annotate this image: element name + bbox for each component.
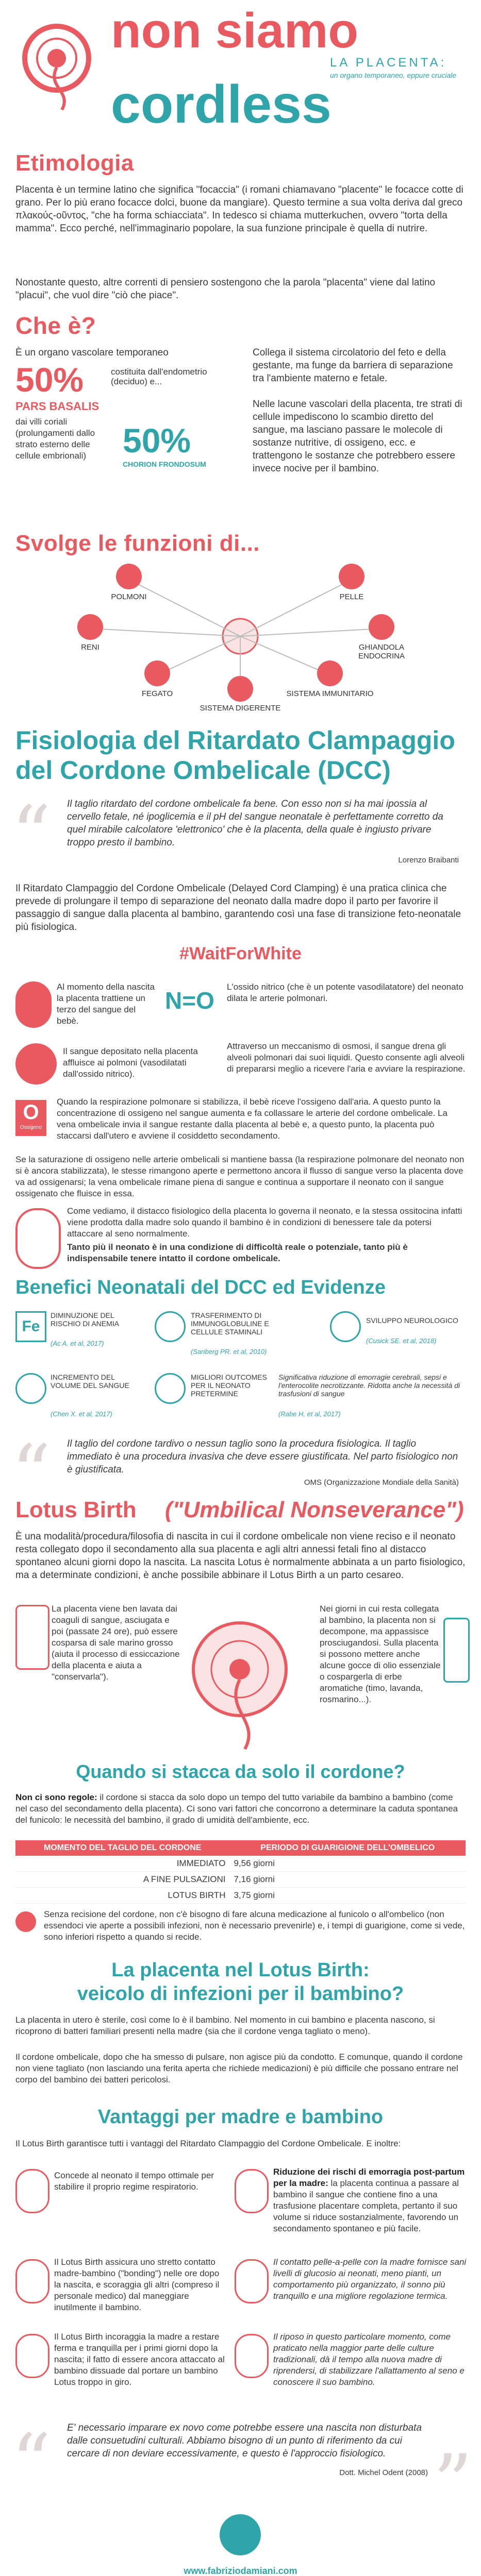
beneficio-volume-sangue-ref: (Chen X. et al, 2017) [51, 1410, 112, 1418]
immune-system-icon [317, 660, 343, 686]
lotus-title-a: Lotus Birth [15, 1497, 137, 1522]
table-head-guarigione: PERIODO DI GUARIGIONE DELL'OMBELICO [229, 1840, 466, 1856]
infezioni-p2: Il cordone ombelicale, dopo che ha smesso di pulsare, non agisce più da condotto. E comunque, quando il cordone non viene tagliato (non lasciando una ferita aperta che richiede medicazioni) è più difficile che possano entrare nel corpo del bambino dei batteri pericolosi. [15, 2052, 463, 2084]
lungs-icon [116, 564, 142, 589]
funzione-sistema-digerente: SISTEMA DIGERENTE [200, 704, 281, 713]
quote-open-icon: “ [11, 790, 51, 879]
quote-open-icon-2: “ [11, 1429, 51, 1518]
quote-open-icon-3: “ [11, 2418, 51, 2507]
benefici-title: Benefici Neonatali del DCC ed Evidenze [15, 1277, 386, 1298]
che-e-right-p1: Collega il sistema circolatorio del feto e della gestante, ma funge da barriera di separazione tra l'ambiente materno e fetale. [253, 347, 453, 384]
beneficio-pretermine: MIGLIORI OUTCOMES PER IL NEONATO PRETERMINE [191, 1373, 267, 1398]
che-e-title: Che è? [15, 312, 96, 339]
header-title-line2: cordless [111, 75, 331, 134]
beneficio-neurologico: SVILUPPO NEUROLOGICO [366, 1316, 458, 1325]
fisiologia-title-line2: del Cordone Ombelicale (DCC) [15, 756, 391, 785]
oxygen-element-icon [15, 1100, 46, 1136]
ombelico-icon [15, 1911, 36, 1932]
che-e-intro: È un organo vascolare temporaneo [15, 347, 169, 358]
rest-icon [15, 2334, 49, 2378]
table-cell: A FINE PULSAZIONI [15, 1872, 229, 1888]
stacco-table [15, 1840, 466, 1904]
pct2-value: 50% [123, 421, 191, 460]
etimologia-p1: Placenta è un termine latino che significa "focaccia" (i romani chiamavano "placente" le focacce cotte di grano. Per lo più erano focacce dolci, buone da mangiare). Questo termine a sua volta deriva dal greco πλακούς-οῦντος, "che ha forma schiacciata". In tedesco si chiama mutterkuchen, ovvero "torta della mamma". Ecco perché, nell'immaginario popolare, la sua funzione principale è quella di nutrire. [15, 184, 463, 234]
funzione-ghiandola-endocrina: GHIANDOLA ENDOCRINA [358, 643, 405, 660]
fisiologia-p1: Il Ritardato Clampaggio del Cordone Ombelicale (Delayed Cord Clamping) è una pratica clinica che prevede di prolungare il tempo di separazione del neonato dalla madre dopo il parto per favorire il passaggio di sangue dalla placenta al bambino, garantendo così una fase di transizione feto-neonatale più fisiologica. [15, 883, 461, 933]
lotus-title-b: ("Umbilical Nonseverance") [165, 1497, 464, 1522]
footer-url-link[interactable]: www.fabriziodamiani.com [184, 2566, 297, 2576]
skin-to-skin-icon [235, 2259, 269, 2303]
funzione-pelle: PELLE [339, 592, 364, 601]
baby-icon [15, 1208, 61, 1269]
fisiologia-title-line1: Fisiologia del Ritardato Clampaggio [15, 726, 455, 755]
dcc-step-2: L'ossido nitrico (che è un potente vasodilatatore) del neonato dilata le arterie polmonari. [227, 982, 463, 1003]
stacco-p1-bold: Non ci sono regole: [15, 1792, 97, 1802]
benefici-quote-author: OMS (Organizzazione Mondiale della Sanità) [304, 1478, 459, 1487]
beneficio-pretermine-desc: Significativa riduzione di emorragie cerebrali, sepsi e l'enterocolite necrotizzante. Ridotta anche la necessità di trasfusioni di sangue [278, 1373, 460, 1398]
dcc-step-6: Se la saturazione di ossigeno nelle arterie ombelicali si mantiene bassa (la respirazione polmonare del neonato non si è ancora stabilizzata), le stesse rimangono aperte e permettono ancora il flusso di sangue verso la placenta dove va ad ossigenarsi; la vena ombelicale rimane piena di sangue e continua a supportare il neonato con il sangue ossigenato che fluisce in essa. [15, 1155, 465, 1198]
table-cell: IMMEDIATO [15, 1856, 229, 1872]
header-subtitle: LA PLACENTA: [330, 56, 447, 70]
pct1-value: 50% [15, 361, 84, 399]
table-head-taglio: MOMENTO DEL TAGLIO DEL CORDONE [15, 1840, 229, 1856]
vantaggio-l1: Concede al neonato il tempo ottimale per stabilire il proprio regime respiratorio. [54, 2171, 214, 2192]
table-cell: 9,56 giorni [229, 1856, 466, 1872]
beneficio-neurologico-ref: (Cusick SE. et al, 2018) [366, 1337, 437, 1345]
blood-volume-icon [15, 1373, 46, 1404]
footer-logo-icon [220, 2514, 261, 2555]
etimologia-p2: Nonostante questo, altre correnti di pensiero sostengono che la parola "placenta" viene dal latino "placui", che vuol dire "ciò che piace". [15, 277, 436, 301]
dcc-step-7: Come vediamo, il distacco fisiologico della placenta lo governa il neonato, e la stessa ossitocina infatti viene prodotta dalla madre solo quando il bambino è in condizioni di benessere tale da potersi attaccare al seno normalmente. [67, 1206, 462, 1239]
salt-jar-icon [15, 1605, 49, 1670]
vantaggio-r1-text: la placenta continua a passare al bambino il sangue che contiene fino a una trasfusione placentare completa, pertanto il suo volume si riduce sostanzialmente, favorendo un secondamento spontaneo e più facile. [273, 2178, 459, 2233]
stacco-p1-text: il cordone si stacca da solo dopo un tempo del tutto variabile da bambino a bambino (come nel caso del secondamento della placenta). Ci sono vari fattori che concorrono a determinare la caduta spontanea del funicolo: le necessità del bambino, il grado di umidità dell'ambiente, ecc. [15, 1792, 458, 1825]
che-e-right-p2: Nelle lacune vascolari della placenta, tre strati di cellule impediscono lo scambio diretto del sangue, ma lasciano passare le molecole di sostanze nutritive, di ossigeno, ecc. e trattengono le sostanze che potrebbero essere invece nocive per il bambino. [253, 399, 462, 474]
dcc-step-5: Quando la respirazione polmonare si stabilizza, il bebè riceve l'ossigeno dall'aria. A questo punto la concentrazione di ossigeno nel sangue aumenta e fa collassare le arterie del cordone ombelicale. La vena ombelicale invia il sangue restante dalla placenta al bebè e, a questo punto, la placenta può staccarsi dall'utero e avviene il cosiddetto secondamento. [57, 1097, 447, 1141]
pct1-label: PARS BASALIS [15, 400, 99, 413]
vantaggi-quote-author: Dott. Michel Odent (2008) [339, 2468, 428, 2477]
sleep-icon [235, 2334, 269, 2378]
table-row [15, 1888, 466, 1904]
funzione-fegato: FEGATO [141, 689, 173, 698]
fisiologia-quote: Il taglio ritardato del cordone ombelicale fa bene. Con esso non si ha mai ipossia al cervello fetale, né ipoglicemia e il pH del sangue neonatale è perfettamente corretto da quel mirabile calcolatore 'elettronico' che è la placenta, della quale è ingiusto privare troppo presto il bambino. [67, 799, 443, 848]
breathing-icon [15, 2169, 49, 2213]
stacco-title: Quando si stacca da solo il cordone? [76, 1761, 405, 1782]
stacco-table-wrap [15, 1840, 466, 1904]
essential-oil-bottle-icon [443, 1618, 470, 1683]
funzione-reni: RENI [81, 643, 99, 652]
vantaggi-title: Vantaggi per madre e bambino [97, 2106, 384, 2128]
vantaggio-r2: Il contatto pelle-a-pelle con la madre fornisce sani livelli di glucosio ai neonati, meno pianti, un comportamento più organizzato, il sonno più tranquillo e una migliore regolazione termica. [273, 2257, 467, 2301]
beneficio-anemia-ref: (Ac A. et al, 2017) [51, 1340, 104, 1347]
stacco-p2: Senza recisione del cordone, non c'è bisogno di fare alcuna medicazione al funicolo o all'ombelico (non essendoci vie aperte a possibili infezioni, non è necessario prevenirle) e, i tempi di guarigione, come si vede, sono inferiori rispetto a quando si recide. [44, 1909, 465, 1942]
pct2-label: CHORION FRONDOSUM [123, 460, 206, 468]
skin-icon [339, 564, 364, 589]
oxygen-label: Ossigeno [20, 1125, 42, 1130]
dcc-step-1: Al momento della nascita la placenta trattiene un terzo del sangue del bebè. [57, 982, 155, 1026]
stacco-p1 [15, 1792, 466, 1826]
table-cell: 7,16 giorni [229, 1872, 466, 1888]
dcc-step-7-bold: Tanto più il neonato è in una condizione di difficoltà reale o potenziale, tanto più è indispensabile tenere intatto il cordone ombelicale. [67, 1242, 408, 1263]
infezioni-p1: La placenta in utero è sterile, così come lo è il bambino. Nel momento in cui bambino e placenta nascono, si ricoprono di batteri familiari presenti nella madre (sia che il cordone venga tagliato o meno). [15, 2015, 435, 2036]
infezioni-title-line2: veicolo di infezioni per il bambino? [77, 1983, 404, 2005]
beneficio-staminali-ref: (Sanberg PR. et al, 2010) [191, 1348, 267, 1355]
header-tagline: un organo temporaneo, eppure cruciale [330, 71, 457, 79]
lotus-p1: È una modalità/procedura/filosofia di nascita in cui il cordone ombelicale non viene reciso e il neonato resta collegato dopo il secondamento alla sua placenta e agli altri annessi fetali fino al distacco spontaneo alcuni giorni dopo la nascita. La nascita Lotus è normalmente abbinata a un parto fisiologico, ma a determinate condizioni, è anche possibile abbinare il Lotus Birth a un parto cesareo. [15, 1531, 466, 1581]
placenta-logo-icon [15, 9, 103, 112]
beneficio-anemia: DIMINUZIONE DEL RISCHIO DI ANEMIA [51, 1311, 120, 1328]
funzione-polmoni: POLMONI [111, 592, 147, 601]
fisiologia-quote-author: Lorenzo Braibanti [398, 856, 459, 865]
table-cell: 3,75 giorni [229, 1888, 466, 1904]
lotus-right: Nei giorni in cui resta collegata al bambino, la placenta non si decompone, ma appassisce prosciugandosi. Sulla placenta si possono mettere anche alcune gocce di olio essenziale o cospargerla di erbe aromatiche (timo, lavanda, rosmarino...). [320, 1604, 441, 1704]
beneficio-volume-sangue: INCREMENTO DEL VOLUME DEL SANGUE [51, 1373, 129, 1389]
vantaggi-intro: Il Lotus Birth garantisce tutti i vantaggi del Ritardato Clampaggio del Cordone Ombelicale. E inoltre: [15, 2139, 401, 2148]
funzioni-title: Svolge le funzioni di... [15, 531, 260, 556]
beneficio-pretermine-ref: (Rabe H. et al, 2017) [278, 1410, 341, 1418]
dcc-step-3: Il sangue depositato nella placenta affluisce ai polmoni (vasodilatati dall'ossido nitrico). [63, 1046, 198, 1079]
stem-cells-icon [155, 1311, 186, 1342]
hashtag: #WaitForWhite [179, 944, 302, 963]
vantaggio-r3: Il riposo in questo particolare momento, come praticato nella maggior parte delle culture tradizionali, dà il tempo alla nuova madre di riprendersi, di stabilizzare l'allattamento al seno e conoscere il suo bambino. [273, 2332, 465, 2387]
bonding-icon [15, 2259, 49, 2303]
infezioni-title-line1: La placenta nel Lotus Birth: [111, 1959, 370, 1981]
vantaggio-l2: Il Lotus Birth assicura uno stretto contatto madre-bambino ("bonding") nelle ore dopo la nascita, e scoraggia gli altri (compreso il personale medico) dal maneggiare inutilmente il bambino. [54, 2257, 220, 2312]
benefici-quote: Il taglio del cordone tardivo o nessun taglio sono la procedura fisiologica. Il taglio immediato è una procedura invasiva che deve essere giustificata. Nel parto fisiologico non è giustificata. [67, 1438, 458, 1475]
table-cell: LOTUS BIRTH [15, 1888, 229, 1904]
beneficio-staminali: TRASFERIMENTO DI IMMUNOGLOBULINE E CELLULE STAMINALI [191, 1311, 269, 1336]
lotus-left: La placenta viene ben lavata dai coaguli di sangue, asciugata e poi (passate 24 ore), può essere cosparsa di sale marino grosso (aiuta il processo di essiccazione della placenta e aiuta a "conservarla"). [52, 1604, 180, 1682]
vantaggio-r1-bold: Riduzione dei rischi di emorragia post-partum per la madre: [273, 2167, 465, 2188]
kidneys-icon [77, 614, 103, 640]
header-title-line1: non siamo [111, 3, 359, 58]
dcc-step-4: Attraverso un meccanismo di osmosi, il sangue drena gli alveoli polmonari dai suoi liquidi. Questo consente agli alveoli di prepararsi meglio a ricevere l'aria e avviare la respirazione. [227, 1041, 466, 1074]
brain-icon [330, 1311, 361, 1342]
lotus-placenta-illustration [183, 1607, 296, 1752]
digestive-system-icon [227, 676, 253, 702]
blood-drop-icon [15, 981, 52, 1028]
preterm-icon [155, 1373, 186, 1404]
lungs-step-icon [15, 1043, 57, 1084]
vantaggi-quote: E' necessario imparare ex novo come potrebbe essere una nascita non disturbata dalle consuetudini culturali. Abbiamo bisogno di un punto di riferimento da cui cercare di non deviare eccessivamente, e questo è l'approccio fisiologico. [67, 2422, 422, 2459]
vantaggio-r1 [273, 2166, 467, 2234]
oxygen-symbol: O [23, 1101, 39, 1124]
pct1-desc: costituita dall'endometrio (deciduo) e... [111, 367, 207, 386]
table-row [15, 1856, 466, 1872]
iron-fe-icon: Fe [15, 1311, 46, 1342]
pct2-desc: dai villi coriali (prolungamenti dallo strato esterno delle cellule embrionali) [15, 417, 95, 461]
quote-close-icon: ” [433, 2438, 473, 2528]
liver-icon [144, 660, 170, 686]
nitric-oxide-icon: N=O [165, 987, 214, 1014]
endocrine-gland-icon [369, 614, 394, 640]
table-row [15, 1872, 466, 1888]
funzione-sistema-immunitario: SISTEMA IMMUNITARIO [286, 689, 374, 698]
vantaggio-l3: Il Lotus Birth incoraggia la madre a restare ferma e tranquilla per i primi giorni dopo la nascita; il fatto di essere ancora attaccato al bambino dissuade dal portare un bambino Lotus troppo in giro. [54, 2332, 225, 2387]
mother-icon [235, 2169, 269, 2213]
etimologia-title: Etimologia [15, 150, 134, 176]
